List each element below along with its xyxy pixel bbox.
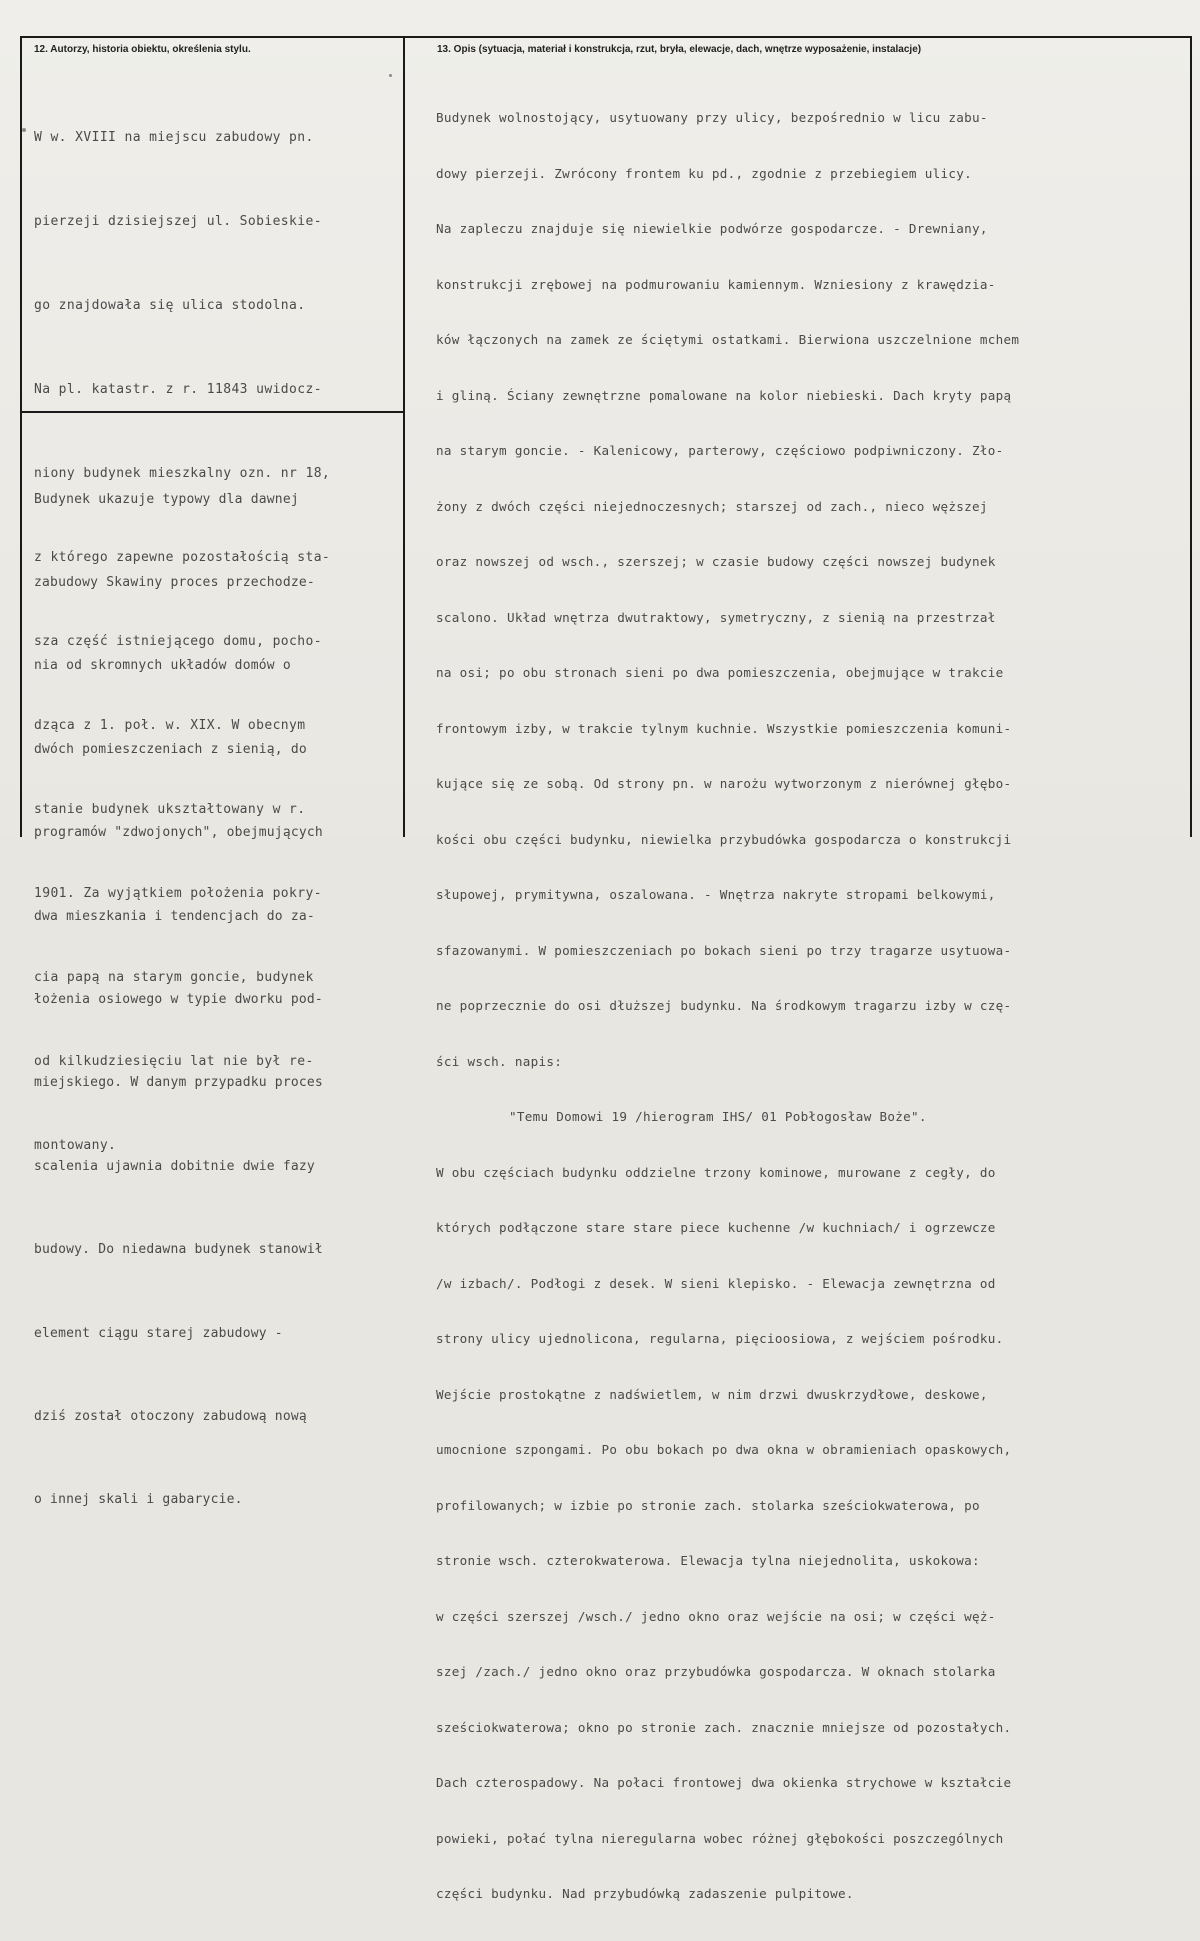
history-line: go znajdowała się ulica stodolna.	[34, 298, 306, 313]
typology-line: Budynek ukazuje typowy dla dawnej	[34, 491, 299, 507]
history-line: montowany.	[34, 1138, 117, 1153]
frame-left-rule	[20, 36, 22, 837]
ink-speck	[389, 74, 392, 77]
description-line: W obu częściach budynku oddzielne trzony kominowe, murowane z cegły, do	[436, 1164, 996, 1180]
description-line: których podłączone stare stare piece kuchenne /w kuchniach/ i ogrzewcze	[436, 1220, 996, 1235]
description-line: Budynek wolnostojący, usytuowany przy ulicy, bezpośrednio w licu zabu-	[436, 110, 988, 125]
description-line: żony z dwóch części niejednoczesnych; starszej od zach., nieco węższej	[436, 498, 988, 514]
description-line: Na zapleczu znajduje się niewielkie podwórze gospodarcze. - Drewniany,	[436, 221, 988, 236]
history-line: 1901. Za wyjątkiem położenia pokry-	[34, 886, 322, 901]
description-header: 13. Opis (sytuacja, materiał i konstrukcja, rzut, bryła, elewacje, dach, wnętrze wyposażenie, instalacje)	[437, 44, 922, 55]
description-line: dowy pierzeji. Zwrócony frontem ku pd., zgodnie z przebiegiem ulicy.	[436, 165, 972, 181]
history-line: sza część istniejącego domu, pocho-	[34, 634, 322, 649]
description-line: strony ulicy ujednolicona, regularna, pięcioosiowa, z wejściem pośrodku.	[436, 1331, 1004, 1346]
typology-line: miejskiego. W danym przypadku proces	[34, 1075, 323, 1091]
description-line: oraz nowszej od wsch., szerszej; w czasie budowy części nowszej budynek	[436, 554, 996, 569]
description-line: ne poprzecznie do osi dłuższej budynku. Na środkowym tragarzu izby w czę-	[436, 998, 1012, 1013]
description-line: frontowym izby, w trakcie tylnym kuchnie. Wszystkie pomieszczenia komuni-	[436, 720, 1012, 736]
typology-line: programów "zdwojonych", obejmujących	[34, 825, 323, 841]
description-line: /w izbach/. Podłogi z desek. W sieni klepisko. - Elewacja zewnętrzna od	[436, 1275, 996, 1291]
description-line: części budynku. Nad przybudówką zadaszenie pulpitowe.	[436, 1886, 854, 1901]
history-line: z którego zapewne pozostałością sta-	[34, 550, 331, 565]
description-line: scalono. Układ wnętrza dwutraktowy, symetryczny, z sienią na przestrzał	[436, 609, 996, 625]
typology-text	[34, 430, 402, 1570]
description-text	[436, 72, 1186, 1941]
description-line: słupowej, prymitywna, oszalowana. - Wnętrza nakryte stropami belkowymi,	[436, 887, 996, 902]
frame-right-rule	[1190, 36, 1192, 837]
typology-line: łożenia osiowego w typie dworku pod-	[34, 991, 323, 1007]
typology-line: element ciągu starej zabudowy -	[34, 1325, 283, 1341]
typology-line: dwa mieszkania i tendencjach do za-	[34, 908, 315, 924]
history-header: 12. Autorzy, historia obiektu, określenia stylu.	[34, 44, 251, 55]
history-line: pierzeji dzisiejszej ul. Sobieskie-	[34, 214, 322, 229]
inscription-line: "Temu Domowi 19 /hierogram IHS/ 01 Pobłogosław Boże".	[509, 1109, 927, 1124]
description-line: szej /zach./ jedno okno oraz przybudówka gospodarcza. W oknach stolarka	[436, 1664, 996, 1679]
typology-line: scalenia ujawnia dobitnie dwie fazy	[34, 1158, 315, 1174]
ink-speck	[22, 128, 26, 132]
description-line: na osi; po obu stronach sieni po dwa pomieszczenia, obejmujące w trakcie	[436, 665, 1004, 680]
history-line: W w. XVIII na miejscu zabudowy pn.	[34, 130, 314, 145]
frame-top-rule	[20, 36, 1192, 38]
description-line: powieki, połać tylna nieregularna wobec różnej głębokości poszczególnych	[436, 1830, 1004, 1846]
history-line: cia papą na starym goncie, budynek	[34, 970, 314, 985]
description-line: profilowanych; w izbie po stronie zach. stolarka sześciokwaterowa, po	[436, 1497, 980, 1513]
description-line: kości obu części budynku, niewielka przybudówka gospodarcza o konstrukcji	[436, 831, 1012, 847]
column-divider	[403, 36, 405, 837]
description-line: umocnione szpongami. Po obu bokach po dwa okna w obramieniach opaskowych,	[436, 1442, 1012, 1457]
typology-line: budowy. Do niedawna budynek stanowił	[34, 1242, 323, 1258]
description-line: Dach czterospadowy. Na połaci frontowej dwa okienka strychowe w kształcie	[436, 1775, 1012, 1790]
description-line: konstrukcji zrębowej na podmurowaniu kamiennym. Wzniesiony z krawędzia-	[436, 276, 996, 292]
history-line: dząca z 1. poł. w. XIX. W obecnym	[34, 718, 306, 733]
description-line: kujące się ze sobą. Od strony pn. w narożu wytworzonym z nierównej głębo-	[436, 776, 1012, 791]
description-line: Wejście prostokątne z nadświetlem, w nim drzwi dwuskrzydłowe, deskowe,	[436, 1386, 988, 1402]
typology-line: dziś został otoczony zabudową nową	[34, 1408, 307, 1424]
description-line: w części szerszej /wsch./ jedno okno oraz wejście na osi; w części węż-	[436, 1608, 996, 1624]
typology-line: o innej skali i gabarycie.	[34, 1492, 243, 1508]
history-line: niony budynek mieszkalny ozn. nr 18,	[34, 466, 331, 481]
history-line: stanie budynek ukształtowany w r.	[34, 802, 306, 817]
description-line: sfazowanymi. W pomieszczeniach po bokach sieni po trzy tragarze usytuowa-	[436, 942, 1012, 958]
typology-line: dwóch pomieszczeniach z sienią, do	[34, 741, 307, 757]
description-line: ków łączonych na zamek ze ściętymi ostatkami. Bierwiona uszczelnione mchem	[436, 332, 1020, 347]
typology-line: nia od skromnych układów domów o	[34, 658, 291, 674]
typology-line: zabudowy Skawiny proces przechodze-	[34, 574, 315, 590]
description-line: na starym goncie. - Kalenicowy, parterowy, częściowo podpiwniczony. Zło-	[436, 443, 1004, 458]
description-line: ści wsch. napis:	[436, 1053, 563, 1069]
description-line: stronie wsch. czterokwaterowa. Elewacja tylna niejednolita, uskokowa:	[436, 1553, 980, 1568]
history-line: Na pl. katastr. z r. 11843 uwidocz-	[34, 382, 322, 397]
description-line: i gliną. Ściany zewnętrzne pomalowane na kolor niebieski. Dach kryty papą	[436, 387, 1012, 403]
history-line: od kilkudziesięciu lat nie był re-	[34, 1054, 314, 1069]
description-line: sześciokwaterowa; okno po stronie zach. znacznie mniejsze od pozostałych.	[436, 1719, 1012, 1735]
